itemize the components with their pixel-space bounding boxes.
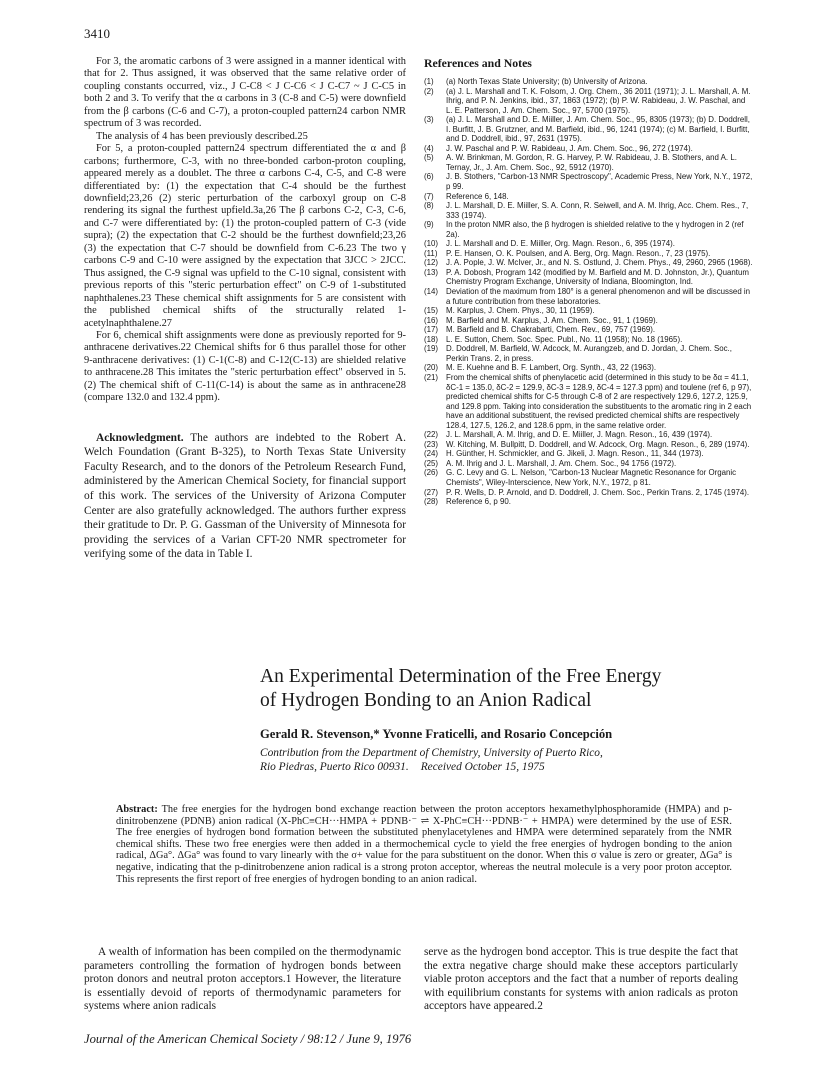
reference-text: J. A. Pople, J. W. McIver, Jr., and N. S. Ostlund, J. Chem. Phys., 49, 2960, 2965 (1968). (446, 258, 753, 268)
reference-text: In the proton NMR also, the β hydrogen is shielded relative to the γ hydrogen in 2 (ref 2a). (446, 220, 744, 239)
page-number: 3410 (84, 26, 110, 41)
reference-number: (8) (424, 201, 434, 211)
reference-number: (15) (424, 306, 439, 316)
reference-text: Deviation of the maximum from 180° is a general phenomenon and will be discussed in a future contribution from these laboratories. (446, 287, 751, 306)
body-text-left: A wealth of information has been compiled on the thermodynamic parameters controlling the formation of hydrogen bonds between proton donors and neutral proton acceptors.1 However, the literature is essentially devoid of reports of thermodynamic parameters for systems where anion radicals (84, 946, 401, 1012)
paragraph: The analysis of 4 has been previously described.25 (96, 130, 308, 142)
reference-item (424, 449, 754, 459)
reference-item (424, 268, 754, 287)
reference-text: A. W. Brinkman, M. Gordon, R. G. Harvey, P. W. Rabideau, J. B. Stothers, and A. L. Ternay, Jr., J. Am. Chem. Soc., 92, 5912 (1970). (446, 153, 737, 172)
reference-number: (13) (424, 267, 439, 277)
reference-number: (19) (424, 344, 439, 354)
reference-text: M. Barfield and M. Karplus, J. Am. Chem. Soc., 91, 1 (1969). (446, 315, 658, 325)
reference-item (424, 344, 754, 363)
reference-text: P. R. Wells, D. P. Arnold, and D. Doddrell, J. Chem. Soc., Perkin Trans. 2, 1745 (1974). (446, 487, 750, 497)
reference-item (424, 373, 754, 430)
reference-number: (20) (424, 363, 439, 373)
reference-text: Reference 6, 148. (446, 191, 509, 201)
reference-text: (a) J. L. Marshall and T. K. Folsom, J. Org. Chem., 36 2011 (1971); J. L. Marshall, A. M. Ihrig, and P. N. Jenkins, ibid., 37, 1863 (1972); (b) P. W. Rabideau, J. W. Paschal, and L. E. Patterson, J. Am. Chem. Soc., 97, 5700 (1975). (446, 86, 751, 115)
reference-text: J. L. Marshall and D. E. Miiller, Org. Magn. Reson., 6, 395 (1974). (446, 239, 675, 249)
reference-item (424, 239, 754, 249)
reference-item (424, 77, 754, 87)
reference-item (424, 153, 754, 172)
affiliation (260, 747, 730, 774)
reference-number: (3) (424, 115, 434, 125)
reference-item (424, 258, 754, 268)
acknowledgment-label: Acknowledgment. (96, 431, 184, 444)
reference-text: (a) J. L. Marshall and D. E. Miiller, J. Am. Chem. Soc., 95, 8305 (1973); (b) D. Doddrell, I. Burfitt, J. B. Grutzner, and M. Barfield, ibid., 96, 1241 (1974); (c) M. Barfield, I. Burfitt, and D. Doddrell, ibid., 97, 2631 (1975). (446, 115, 750, 144)
reference-item (424, 363, 754, 373)
reference-text: P. E. Hansen, O. K. Poulsen, and A. Berg, Org. Magn. Reson., 7, 23 (1975). (446, 248, 711, 258)
paragraph: For 5, a proton-coupled pattern24 spectrum differentiated the α and β carbons; furthermore, C-3, with no three-bonded carbon-proton coupling, appeared merely as a doublet. The three α carbons C-4, C-5, and C-8 were differentiated by: (1) the expectation that C-4 should be the furthest downfield;23,26 (2) steric perturbation of the carboxyl group on C-8 rendering its signal the furthest upfield.3a,26 The β carbons C-2, C-3, C-6, and C-7 were differentiated by: (1) the proton-coupled pattern of C-3 (vide supra); (2) the expectation that C-2 should be the furthest downfield;23,26 (3) the expectation that C-7 should be downfield from C-6.23 The two γ carbons C-9 and C-10 were assigned by the expectation that 3JCC > 2JCC. Thus assigned, the C-9 signal was upfield to the C-10 signal, consistent with previous reports of this "steric perturbation effect" on C-9 of 1-substituted naphthalenes.23 These chemical shift assignments for 5 are consistent with the published chemical shifts of the structurally related 1-acetylnaphthalene.27 (84, 143, 406, 329)
affiliation-line: Rio Piedras, Puerto Rico 00931. (260, 760, 409, 773)
left-column (84, 56, 406, 562)
acknowledgment-text: The authors are indebted to the Robert A. Welch Foundation (Grant B-325), to North Texas State University Faculty Research, and to the donors of the Petroleum Research Fund, administered by the American Chemical Society, for financial support of this work. The services of the University of Arizona Computer Center are also gratefully acknowledged. The authors further express their gratitude to Dr. P. G. Gassman of the University of Minnesota for providing the services of a Varian CFT-20 NMR spectrometer for verifying some of the data in Table I. (84, 431, 406, 561)
reference-number: (1) (424, 77, 434, 86)
reference-number: (7) (424, 191, 434, 201)
reference-number: (28) (424, 497, 439, 507)
reference-text: P. A. Dobosh, Program 142 (modified by M. Barfield and M. D. Johnston, Jr.), Quantum Chemistry Program Exchange, University of Indiana, Bloomington, Ind. (446, 267, 749, 287)
reference-number: (22) (424, 430, 439, 440)
reference-item (424, 144, 754, 154)
reference-item (424, 115, 754, 144)
reference-item (424, 220, 754, 239)
references-section (424, 56, 754, 507)
reference-item (424, 192, 754, 202)
reference-number: (5) (424, 153, 434, 163)
reference-number: (23) (424, 439, 439, 449)
reference-item (424, 249, 754, 259)
body-text-right: serve as the hydrogen bond acceptor. This is true despite the fact that the extra negative charge should make these acceptors particularly viable proton acceptors and the fact that a number of reports dealing with equilibrium constants for systems with anion radicals as proton acceptors have appeared.2 (424, 946, 738, 1012)
reference-number: (11) (424, 248, 438, 258)
reference-text: J. W. Paschal and P. W. Rabideau, J. Am. Chem. Soc., 96, 272 (1974). (446, 143, 693, 153)
reference-text: J. B. Stothers, "Carbon-13 NMR Spectroscopy", Academic Press, New York, N.Y., 1972, p 99. (446, 172, 753, 192)
reference-item (424, 440, 754, 450)
reference-number: (21) (424, 372, 439, 382)
reference-item (424, 325, 754, 335)
reference-number: (26) (424, 468, 439, 478)
reference-text: M. Karplus, J. Chem. Phys., 30, 11 (1959). (446, 306, 595, 316)
reference-number: (16) (424, 315, 439, 325)
reference-number: (25) (424, 458, 439, 468)
reference-item (424, 287, 754, 306)
paragraph: For 3, the aromatic carbons of 3 were assigned in a manner identical with that for 2. Thus assigned, it was observed that the same relative order of coupling constants occurred, viz., J C-C8 < J C-C6 < J C-C7 ~ J C-C5 in both 2 and 3. To verify that the α carbons in 3 (C-8 and C-5) were downfield from the β carbons (C-6 and C-7), a proton-coupled pattern24 carbon NMR spectrum of 3 was recorded. (84, 56, 406, 130)
article-title (260, 665, 710, 713)
reference-item (424, 468, 754, 487)
reference-text: J. L. Marshall, A. M. Ihrig, and D. E. Miiller, J. Magn. Reson., 16, 439 (1974). (446, 430, 713, 440)
reference-item (424, 316, 754, 326)
received-date: Received October 15, 1975 (420, 760, 545, 773)
reference-item (424, 488, 754, 498)
abstract (116, 804, 732, 885)
reference-item (424, 201, 754, 220)
reference-number: (17) (424, 325, 439, 335)
reference-text: H. Günther, H. Schmickler, and G. Jikeli, J. Magn. Reson., 11, 344 (1973). (446, 449, 704, 459)
reference-text: G. C. Levy and G. L. Nelson, "Carbon-13 Nuclear Magnetic Resonance for Organic Chemists", Wiley-Interscience, New York, N.Y., 1972, p 81. (446, 468, 737, 487)
reference-text: J. L. Marshall, D. E. Miiller, S. A. Conn, R. Seiwell, and A. M. Ihrig, Acc. Chem. Res., 7, 333 (1974). (446, 201, 749, 220)
reference-number: (24) (424, 449, 439, 459)
reference-list (424, 77, 754, 507)
paragraph: For 6, chemical shift assignments were done as previously reported for 9-anthracene derivatives.22 Chemical shifts for 6 thus parallel those for other 9-anthracene derivatives: (1) C-1(C-8) and C-12(C-13) are shielded relative to anthracene.28 This imitates the "steric perturbation effect" observed in 5. (2) The chemical shift of C-11(C-14) is about the same as in anthracene28 (compare 132.0 and 132.4 ppm). (84, 329, 406, 404)
reference-number: (12) (424, 258, 439, 268)
reference-item (424, 335, 754, 345)
reference-item (424, 87, 754, 116)
reference-text: Reference 6, p 90. (446, 497, 511, 507)
reference-number: (2) (424, 86, 434, 96)
reference-item (424, 497, 754, 507)
authors: Gerald R. Stevenson,* Yvonne Fraticelli, and Rosario Concepción (260, 727, 613, 741)
affiliation-line: Contribution from the Department of Chemistry, University of Puerto Rico, (260, 747, 603, 759)
title-line: An Experimental Determination of the Free Energy (260, 666, 662, 687)
reference-text: M. Barfield and B. Chakrabarti, Chem. Rev., 69, 757 (1969). (446, 325, 656, 335)
reference-text: (a) North Texas State University; (b) University of Arizona. (446, 77, 648, 86)
abstract-label: Abstract: (116, 804, 158, 815)
reference-text: D. Doddrell, M. Barfield, W. Adcock, M. Aurangzeb, and D. Jordan, J. Chem. Soc., Perkin Trans. 2, in press. (446, 344, 732, 363)
references-heading: References and Notes (424, 56, 532, 70)
reference-number: (27) (424, 487, 439, 497)
reference-text: L. E. Sutton, Chem. Soc. Spec. Publ., No. 11 (1958); No. 18 (1965). (446, 334, 683, 344)
acknowledgment (84, 431, 406, 562)
reference-number: (9) (424, 220, 434, 230)
reference-item (424, 459, 754, 469)
reference-item (424, 430, 754, 440)
reference-item (424, 172, 754, 191)
abstract-text: The free energies for the hydrogen bond exchange reaction between the proton acceptors hexamethylphosphoramide (HMPA) and p-dinitrobenzene (PDNB) anion radical (X-PhC≡CH···HMPA + PDNB·⁻ ⇌ X-PhC≡CH···PDNB·⁻ + HMPA) were determined by the use of ESR. The free energies of hydrogen bond formation between the substituted phenylacetylenes and HMPA were determined separately from the NMR chemical shifts. These two free energies were then added in a thermochemical cycle to yield the free energies of hydrogen bonding to the anion radical, ΔGa°. ΔGa° was found to vary linearly with the σ+ value for the para substituent on the donor. When this σ value is zero or greater, ΔGa° is negative, indicating that the p-dinitrobenzene anion radical is a strong proton acceptor, whereas the neutral molecule is a very poor proton acceptor. This represents the first report of free energies of hydrogen bonding to an anion radical. (116, 804, 732, 885)
reference-text: M. E. Kuehne and B. F. Lambert, Org. Synth., 43, 22 (1963). (446, 363, 657, 373)
reference-number: (6) (424, 172, 434, 182)
title-line: of Hydrogen Bonding to an Anion Radical (260, 690, 592, 711)
reference-number: (18) (424, 334, 439, 344)
journal-footer: Journal of the American Chemical Society / 98:12 / June 9, 1976 (84, 1032, 412, 1046)
reference-number: (14) (424, 287, 439, 297)
reference-text: A. M. Ihrig and J. L. Marshall, J. Am. Chem. Soc., 94 1756 (1972). (446, 458, 677, 468)
reference-item (424, 306, 754, 316)
reference-number: (10) (424, 239, 439, 249)
reference-text: W. Kitching, M. Bullpitt, D. Doddrell, and W. Adcock, Org. Magn. Reson., 6, 289 (1974). (446, 439, 750, 449)
reference-number: (4) (424, 143, 434, 153)
reference-text: From the chemical shifts of phenylacetic acid (determined in this study to be δα = 41.1, δC-1 = 135.0, δC-2 = 129.9, δC-3 = 128.9, δC-4 = 127.3 ppm) and toulene (ref 6, p 97), predicted chemical shifts for C-5 through C-8 of 2 are respectively 129.6, 127.2, 125.9, and 129.8 ppm. Taking into consideration the substituents to the aromatic ring in 2 each have an additional substituent, the revised predicted chemical shifts are respectively 128.4, 127.5, 126.2, and 128.6 ppm, in the same relative order. (446, 372, 752, 430)
